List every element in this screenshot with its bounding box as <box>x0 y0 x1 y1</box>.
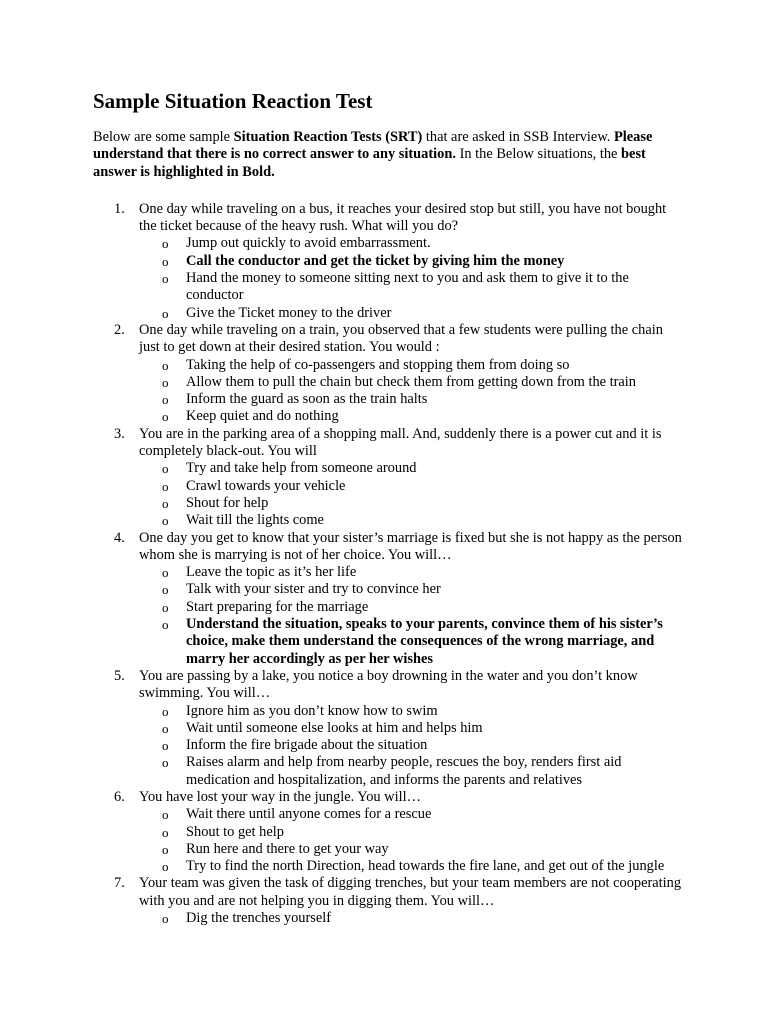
intro-paragraph <box>93 129 683 181</box>
option-text: Run here and there to get your way <box>186 840 389 857</box>
best-answer-option <box>139 616 683 668</box>
option-list <box>139 910 683 927</box>
answer-option <box>139 737 683 754</box>
intro-srt-term: Situation Reaction Tests (SRT) <box>233 129 423 145</box>
option-text: Allow them to pull the chain but check them from getting down from the train <box>186 373 637 390</box>
option-text: Shout to get help <box>186 823 284 840</box>
bullet-icon: o <box>162 392 169 408</box>
question-item <box>93 322 683 426</box>
bullet-icon: o <box>162 409 169 425</box>
bullet-icon: o <box>162 755 169 771</box>
bullet-icon: o <box>162 271 169 287</box>
intro-best-answer-note: best answer is highlighted in Bold. <box>93 146 646 180</box>
answer-option <box>139 408 683 425</box>
option-text: Hand the money to someone sitting next to you and ask them to give it to the conductor <box>186 270 629 304</box>
bullet-icon: o <box>162 617 169 633</box>
option-text: Wait till the lights come <box>186 512 324 529</box>
option-text: Call the conductor and get the ticket by giving him the money <box>186 252 565 269</box>
answer-option <box>139 720 683 737</box>
answer-option <box>139 460 683 477</box>
question-text: You have lost your way in the jungle. You will… <box>139 788 421 805</box>
answer-option <box>139 235 683 252</box>
answer-option <box>139 374 683 391</box>
question-item <box>93 201 683 322</box>
bullet-icon: o <box>162 911 169 927</box>
option-text: Talk with your sister and try to convince her <box>186 581 441 598</box>
answer-option <box>139 824 683 841</box>
answer-option <box>139 391 683 408</box>
bullet-icon: o <box>162 253 169 269</box>
option-list <box>139 235 683 321</box>
question-item <box>93 875 683 927</box>
bullet-icon: o <box>162 720 169 736</box>
bullet-icon: o <box>162 513 169 529</box>
question-number: 3. <box>114 425 125 442</box>
option-text: Raises alarm and help from nearby people, rescues the boy, renders first aid medication and hospitalization, and informs the parents and relatives <box>186 754 622 788</box>
question-text: One day you get to know that your sister’s marriage is fixed but she is not happy as the person whom she is marrying is not of her choice. You will… <box>139 529 682 563</box>
bullet-icon: o <box>162 599 169 615</box>
answer-option <box>139 564 683 581</box>
bullet-icon: o <box>162 807 169 823</box>
option-text: Try and take help from someone around <box>186 460 417 477</box>
option-text: Inform the fire brigade about the situation <box>186 737 428 754</box>
bullet-icon: o <box>162 841 169 857</box>
best-answer-option <box>139 253 683 270</box>
option-text: Jump out quickly to avoid embarrassment. <box>186 235 431 252</box>
question-list <box>93 201 683 927</box>
intro-text-3: In the Below situations, the <box>455 146 622 163</box>
document-page <box>93 88 683 927</box>
answer-option <box>139 495 683 512</box>
option-list <box>139 357 683 426</box>
answer-option <box>139 858 683 875</box>
bullet-icon: o <box>162 824 169 840</box>
option-text: Crawl towards your vehicle <box>186 477 346 494</box>
question-text: You are passing by a lake, you notice a boy drowning in the water and you don’t know swimming. You will… <box>139 667 638 702</box>
question-item <box>93 668 683 789</box>
option-list <box>139 460 683 529</box>
question-number: 7. <box>114 875 125 892</box>
option-text: Ignore him as you don’t know how to swim <box>186 702 438 719</box>
bullet-icon: o <box>162 738 169 754</box>
answer-option <box>139 599 683 616</box>
option-text: Understand the situation, speaks to your parents, convince them of his sister’s choice, make them understand the consequences of the wrong marriage, and marry her accordingly as per her wishes <box>186 616 663 667</box>
bullet-icon: o <box>162 236 169 252</box>
bullet-icon: o <box>162 357 169 373</box>
answer-option <box>139 270 683 305</box>
answer-option <box>139 357 683 374</box>
answer-option <box>139 703 683 720</box>
answer-option <box>139 754 683 789</box>
question-text: You are in the parking area of a shopping mall. And, suddenly there is a power cut and it is completely black-out. You will <box>139 425 662 460</box>
option-list <box>139 703 683 789</box>
question-item <box>93 426 683 530</box>
option-text: Wait until someone else looks at him and helps him <box>186 719 483 736</box>
question-number: 6. <box>114 788 125 805</box>
bullet-icon: o <box>162 565 169 581</box>
answer-option <box>139 910 683 927</box>
option-text: Keep quiet and do nothing <box>186 408 339 425</box>
question-number: 5. <box>114 667 125 684</box>
option-text: Give the Ticket money to the driver <box>186 304 392 321</box>
answer-option <box>139 581 683 598</box>
bullet-icon: o <box>162 703 169 719</box>
answer-option <box>139 841 683 858</box>
option-text: Leave the topic as it’s her life <box>186 564 357 581</box>
intro-text-1: Below are some sample <box>93 129 234 145</box>
option-list <box>139 806 683 875</box>
question-text: One day while traveling on a train, you observed that a few students were pulling the chain just to get down at their desired station. You would : <box>139 321 663 356</box>
question-item <box>93 789 683 875</box>
answer-option <box>139 305 683 322</box>
option-text: Shout for help <box>186 494 269 511</box>
question-number: 2. <box>114 321 125 338</box>
bullet-icon: o <box>162 859 169 875</box>
question-text: One day while traveling on a bus, it reaches your desired stop but still, you have not bought the ticket because of the heavy rush. What will you do? <box>139 200 667 235</box>
bullet-icon: o <box>162 305 169 321</box>
option-text: Dig the trenches yourself <box>186 910 332 927</box>
question-text: Your team was given the task of digging trenches, but your team members are not cooperating with you and are not helping you in digging them. You will… <box>139 875 682 909</box>
bullet-icon: o <box>162 582 169 598</box>
intro-text-2: that are asked in SSB Interview. <box>422 129 614 145</box>
intro-disclaimer: Please understand that there is no correct answer to any situation. <box>93 129 653 163</box>
answer-option <box>139 478 683 495</box>
option-text: Start preparing for the marriage <box>186 598 369 615</box>
question-number: 4. <box>114 529 125 546</box>
bullet-icon: o <box>162 374 169 390</box>
bullet-icon: o <box>162 478 169 494</box>
option-text: Inform the guard as soon as the train halts <box>186 391 428 408</box>
option-list <box>139 564 683 668</box>
answer-option <box>139 806 683 823</box>
option-text: Wait there until anyone comes for a rescue <box>186 806 432 823</box>
bullet-icon: o <box>162 461 169 477</box>
bullet-icon: o <box>162 495 169 511</box>
question-number: 1. <box>114 200 125 217</box>
question-item <box>93 530 683 668</box>
option-text: Taking the help of co-passengers and stopping them from doing so <box>186 356 570 373</box>
page-title: Sample Situation Reaction Test <box>93 89 373 113</box>
answer-option <box>139 512 683 529</box>
option-text: Try to find the north Direction, head towards the fire lane, and get out of the jungle <box>186 858 665 875</box>
